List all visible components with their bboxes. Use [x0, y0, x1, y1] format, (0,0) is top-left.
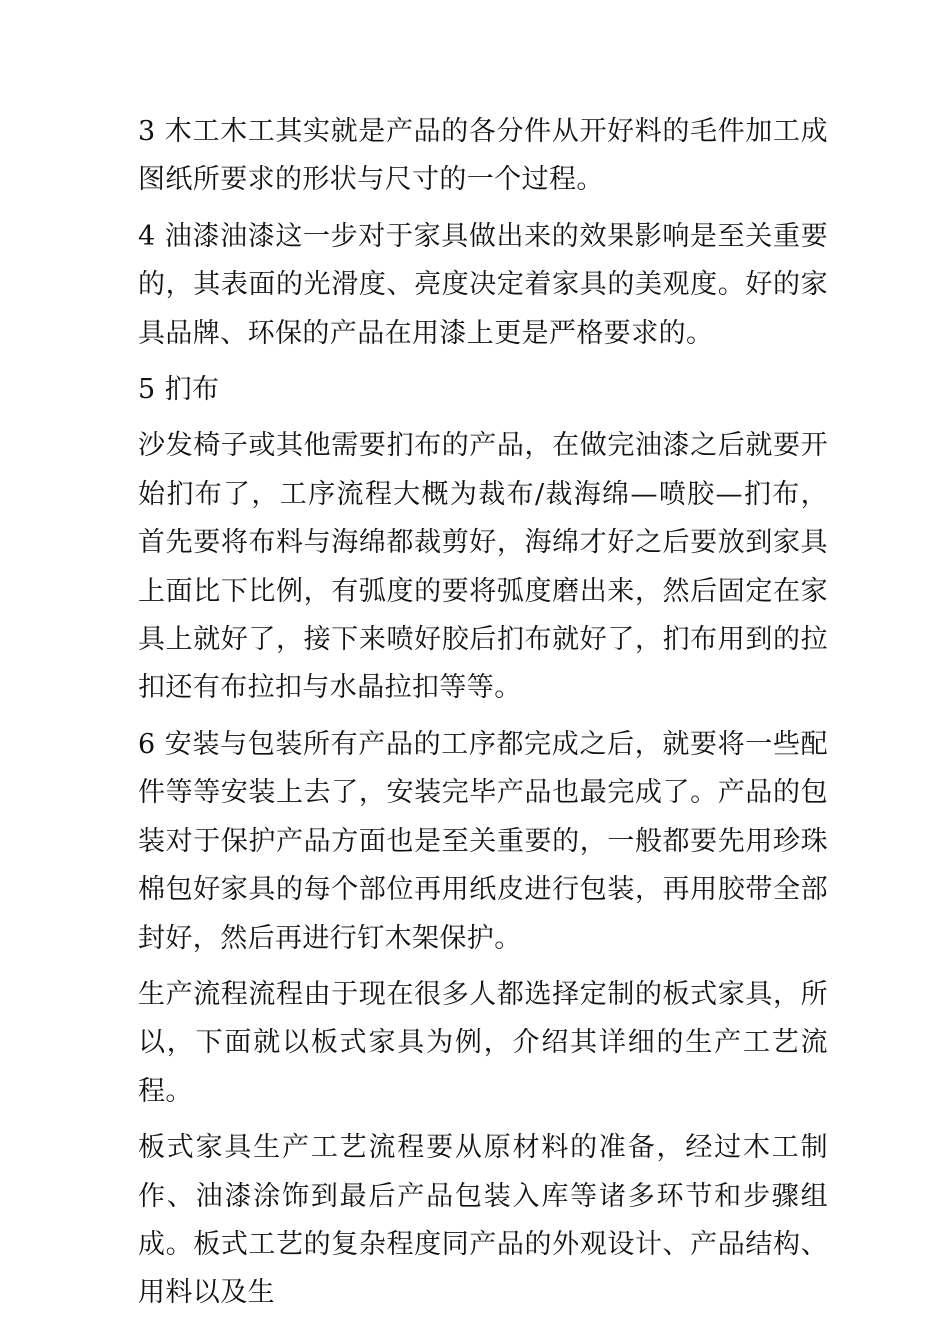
paragraph-production-process: 生产流程流程由于现在很多人都选择定制的板式家具，所以，下面就以板式家具为例，介绍其详细的生产工艺流程。 — [138, 978, 828, 1107]
paragraph-painting: 4 油漆油漆这一步对于家具做出来的效果影响是至关重要的，其表面的光滑度、亮度决定着家具的美观度。好的家具品牌、环保的产品在用漆上更是严格要求的。 — [138, 220, 828, 349]
paragraph-woodwork: 3 木工木工其实就是产品的各分件从开好料的毛件加工成图纸所要求的形状与尺寸的一个过程。 — [138, 116, 828, 196]
heading-upholstery: 5 扪布 — [138, 374, 220, 406]
paragraph-assembly-packaging: 6 安装与包装所有产品的工序都完成之后，就要将一些配件等等安装上去了，安装完毕产品也最完成了。产品的包装对于保护产品方面也是至关重要的，一般都要先用珍珠棉包好家具的每个部位再用纸皮进行包装，再用胶带全部封好，然后再进行钉木架保护。 — [138, 728, 828, 954]
paragraph-upholstery: 沙发椅子或其他需要扪布的产品，在做完油漆之后就要开始扪布了，工序流程大概为裁布/裁海绵—喷胶—扪布，首先要将布料与海绵都裁剪好，海绵才好之后要放到家具上面比下比例，有弧度的要将弧度磨出来，然后固定在家具上就好了，接下来喷好胶后扪布就好了，扪布用到的拉扣还有布拉扣与水晶拉扣等等。 — [138, 430, 828, 704]
document-page — [138, 108, 828, 1326]
paragraph-panel-furniture: 板式家具生产工艺流程要从原材料的准备，经过木工制作、油漆涂饰到最后产品包装入库等诸多环节和步骤组成。板式工艺的复杂程度同产品的外观设计、产品结构、用料以及生 — [138, 1132, 828, 1309]
